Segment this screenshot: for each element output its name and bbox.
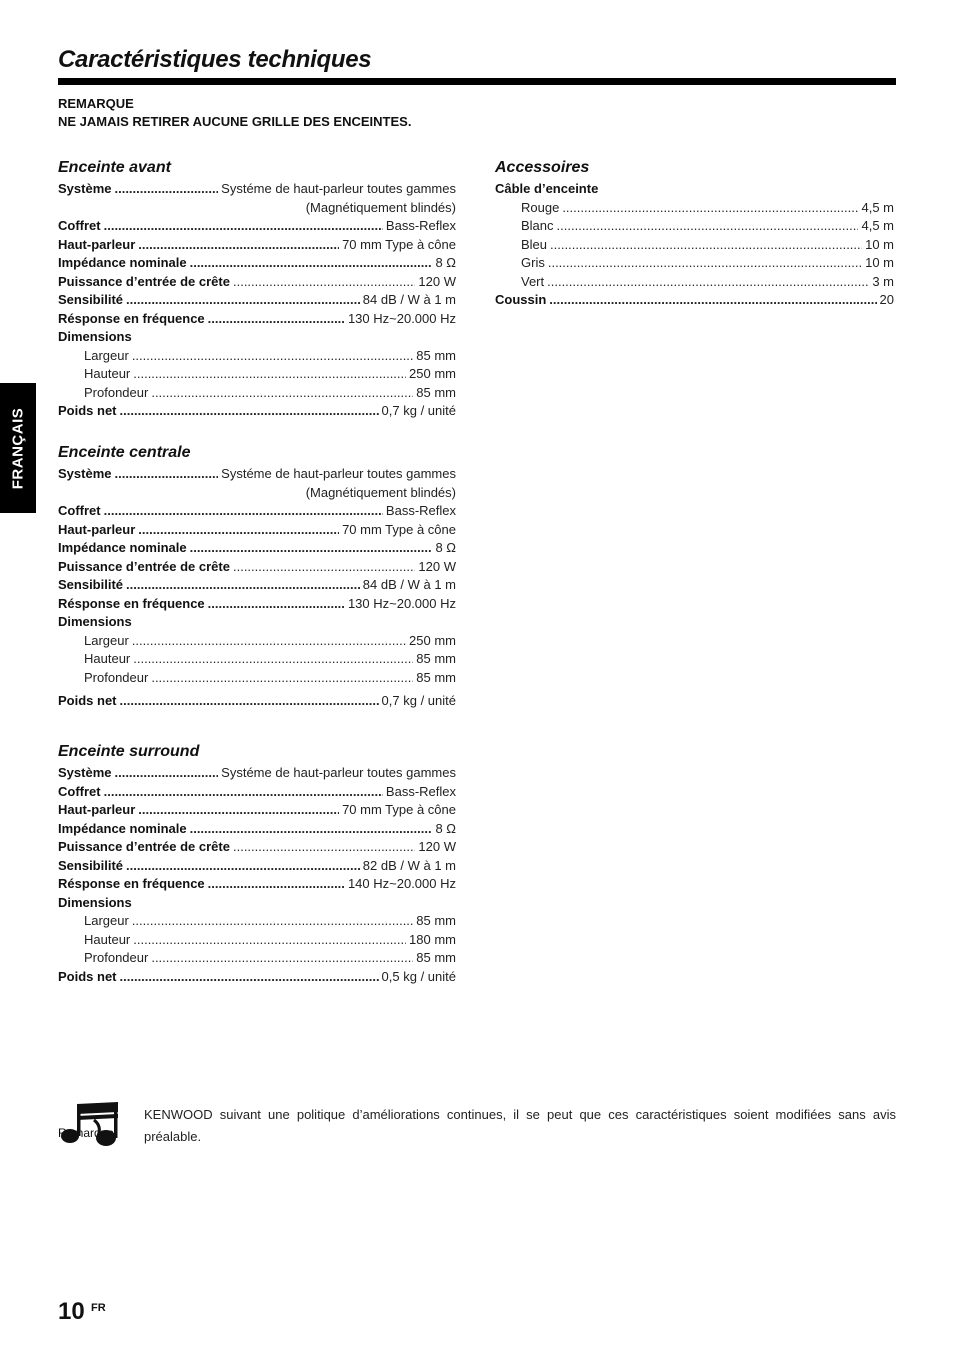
spec-value: 4,5 m (861, 199, 894, 215)
spec-label: Système (58, 181, 112, 196)
spec-row-poids (58, 692, 456, 711)
spec-value: 85 mm (416, 347, 456, 363)
spec-label: Profondeur (84, 950, 149, 965)
spec-value: (Magnétiquement blindés) (305, 484, 456, 500)
spec-label: Résponse en fréquence (58, 595, 205, 611)
spec-row-systeme-cont (58, 199, 456, 218)
spec-row-poids (58, 968, 456, 987)
spec-value: 70 mm Type à cône (342, 236, 456, 252)
spec-value: 85 mm (416, 651, 456, 666)
spec-label: Impédance nominale (58, 820, 187, 836)
spec-label: Blanc (521, 218, 554, 233)
note-text: KENWOOD suivant une politique d’améliorations continues, il se peut que ces caractéristiques soient modifiées sans avis préalable. (144, 1107, 896, 1144)
spec-label: Poids net (58, 968, 117, 984)
spec-label: Poids net (58, 693, 117, 708)
spec-row-hauteur (58, 931, 456, 950)
spec-row-largeur (58, 632, 456, 651)
spec-row-vert (495, 273, 894, 292)
spec-value: 70 mm Type à cône (342, 521, 456, 537)
spec-row-haut-parleur (58, 801, 456, 820)
spec-row-puissance (58, 558, 456, 577)
spec-label: Système (58, 466, 112, 481)
spec-row-impedance (58, 254, 456, 273)
spec-row-coffret (58, 783, 456, 802)
spec-label: Poids net (58, 403, 117, 418)
spec-value: 3 m (872, 273, 894, 289)
spec-row-coffret (58, 217, 456, 236)
spec-row-reponse (58, 310, 456, 329)
spec-value: 0,7 kg / unité (381, 403, 456, 418)
spec-label: Vert (521, 273, 545, 289)
spec-value: 180 mm (409, 931, 456, 947)
spec-row-profondeur (58, 949, 456, 968)
section-title: Enceinte avant (58, 159, 171, 176)
spec-row-rouge (495, 199, 894, 218)
spec-row-sensibilite (58, 576, 456, 595)
section-accessoires (495, 157, 894, 310)
spec-label: Résponse en fréquence (58, 876, 205, 891)
spec-row-dimensions (58, 894, 456, 913)
spec-label: Largeur (84, 347, 129, 363)
spec-row-haut-parleur (58, 521, 456, 540)
spec-label: Bleu (521, 236, 548, 252)
spec-value: 140 Hz~20.000 Hz (347, 876, 456, 891)
spec-row-sensibilite (58, 857, 456, 876)
section-enceinte-surround (58, 741, 456, 986)
spec-row-largeur (58, 912, 456, 931)
spec-label: Impédance nominale (58, 540, 187, 555)
spec-row-profondeur (58, 384, 456, 403)
spec-label: Impédance nominale (58, 255, 187, 270)
section-enceinte-avant (58, 157, 456, 421)
spec-row-systeme-cont (58, 484, 456, 503)
section-title: Accessoires (495, 159, 590, 176)
spec-value: 10 m (865, 255, 894, 270)
language-tab (0, 383, 36, 513)
spec-value: Systéme de haut-parleur toutes gammes (221, 466, 456, 481)
spec-label: Largeur (84, 913, 129, 928)
spec-value: 70 mm Type à cône (342, 802, 456, 817)
spec-row-profondeur (58, 669, 456, 688)
spec-label: Haut-parleur (58, 236, 136, 252)
spec-value: 0,5 kg / unité (381, 968, 456, 984)
spec-row-systeme (58, 180, 456, 199)
section-title: Enceinte surround (58, 743, 200, 760)
remarque-block (58, 95, 411, 131)
spec-row-coussin (495, 291, 894, 310)
spec-label: Profondeur (84, 384, 149, 400)
spec-value: 120 W (418, 558, 456, 574)
page-language-code: FR (91, 1302, 106, 1314)
spec-value: 85 mm (416, 384, 456, 400)
spec-value: Bass-Reflex (385, 503, 456, 518)
spec-value: 0,7 kg / unité (381, 693, 456, 708)
spec-row-reponse (58, 595, 456, 614)
spec-value: 85 mm (416, 669, 456, 685)
spec-label: Sensibilité (58, 577, 124, 592)
spec-row-hauteur (58, 650, 456, 669)
spec-row-systeme (58, 764, 456, 783)
spec-row-puissance (58, 273, 456, 292)
spec-label: Dimensions (58, 894, 132, 910)
spec-label: Profondeur (84, 669, 149, 685)
spec-label: Câble d’enceinte (495, 181, 599, 196)
spec-label: Haut-parleur (58, 802, 136, 817)
spec-value: 85 mm (416, 950, 456, 965)
section-title: Enceinte centrale (58, 444, 191, 461)
spec-label: Gris (521, 255, 545, 270)
spec-value: 120 W (418, 839, 456, 854)
spec-label: Dimensions (58, 329, 132, 344)
spec-value: 85 mm (416, 913, 456, 928)
remarque-text: NE JAMAIS RETIRER AUCUNE GRILLE DES ENCEINTES. (58, 114, 412, 129)
spec-label: Sensibilité (58, 857, 124, 873)
spec-row-gris (495, 254, 894, 273)
spec-label: Résponse en fréquence (58, 310, 205, 326)
spec-label: Largeur (84, 632, 129, 648)
spec-row-hauteur (58, 365, 456, 384)
spec-row-reponse (58, 875, 456, 894)
spec-row-largeur (58, 347, 456, 366)
spec-label: Dimensions (58, 614, 132, 629)
spec-value: 20 (879, 292, 894, 307)
section-enceinte-centrale (58, 442, 456, 711)
spec-label: Coffret (58, 218, 101, 233)
spec-row-impedance (58, 820, 456, 839)
note-icon-label: Remarque (58, 1126, 115, 1140)
spec-value: Systéme de haut-parleur toutes gammes (221, 181, 456, 196)
spec-value: 8 Ω (435, 820, 456, 836)
spec-value: (Magnétiquement blindés) (305, 199, 456, 215)
spec-value: 8 Ω (435, 540, 456, 555)
spec-row-bleu (495, 236, 894, 255)
spec-value: 130 Hz~20.000 Hz (347, 595, 456, 611)
spec-label: Puissance d’entrée de crête (58, 273, 230, 289)
spec-label: Rouge (521, 199, 560, 215)
remarque-label: REMARQUE (58, 96, 134, 111)
spec-label: Puissance d’entrée de crête (58, 839, 230, 854)
spec-row-dimensions (58, 328, 456, 347)
spec-label: Système (58, 765, 112, 780)
spec-row-sensibilite (58, 291, 456, 310)
spec-label: Hauteur (84, 366, 131, 381)
spec-value: 8 Ω (435, 255, 456, 270)
spec-value: 84 dB / W à 1 m (362, 577, 456, 592)
page-number: 10 (58, 1298, 85, 1325)
spec-label: Puissance d’entrée de crête (58, 558, 230, 574)
spec-label: Sensibilité (58, 292, 124, 307)
spec-value: 84 dB / W à 1 m (362, 292, 456, 307)
spec-label: Haut-parleur (58, 521, 136, 537)
spec-label: Hauteur (84, 651, 131, 666)
spec-row-systeme (58, 465, 456, 484)
spec-value: 82 dB / W à 1 m (362, 857, 456, 873)
spec-value: 4,5 m (861, 218, 894, 233)
spec-row-poids (58, 402, 456, 421)
spec-label: Coffret (58, 503, 101, 518)
spec-value: 10 m (865, 236, 894, 252)
spec-row-coffret (58, 502, 456, 521)
spec-row-impedance (58, 539, 456, 558)
spec-value: Bass-Reflex (385, 783, 456, 799)
spec-value: 120 W (418, 273, 456, 289)
spec-value: Systéme de haut-parleur toutes gammes (221, 765, 456, 780)
spec-label: Hauteur (84, 931, 131, 947)
spec-label: Coussin (495, 292, 547, 307)
spec-row-dimensions (58, 613, 456, 632)
spec-row-puissance (58, 838, 456, 857)
language-tab-label: FRANÇAIS (9, 407, 27, 489)
spec-label: Coffret (58, 783, 101, 799)
title-rule (58, 78, 896, 85)
page-title: Caractéristiques techniques (58, 46, 372, 73)
spec-value: 130 Hz~20.000 Hz (347, 310, 456, 326)
spec-row-cable (495, 180, 894, 199)
spec-value: Bass-Reflex (385, 218, 456, 233)
spec-value: 250 mm (409, 366, 456, 381)
spec-row-blanc (495, 217, 894, 236)
spec-value: 250 mm (409, 632, 456, 648)
spec-row-haut-parleur (58, 236, 456, 255)
